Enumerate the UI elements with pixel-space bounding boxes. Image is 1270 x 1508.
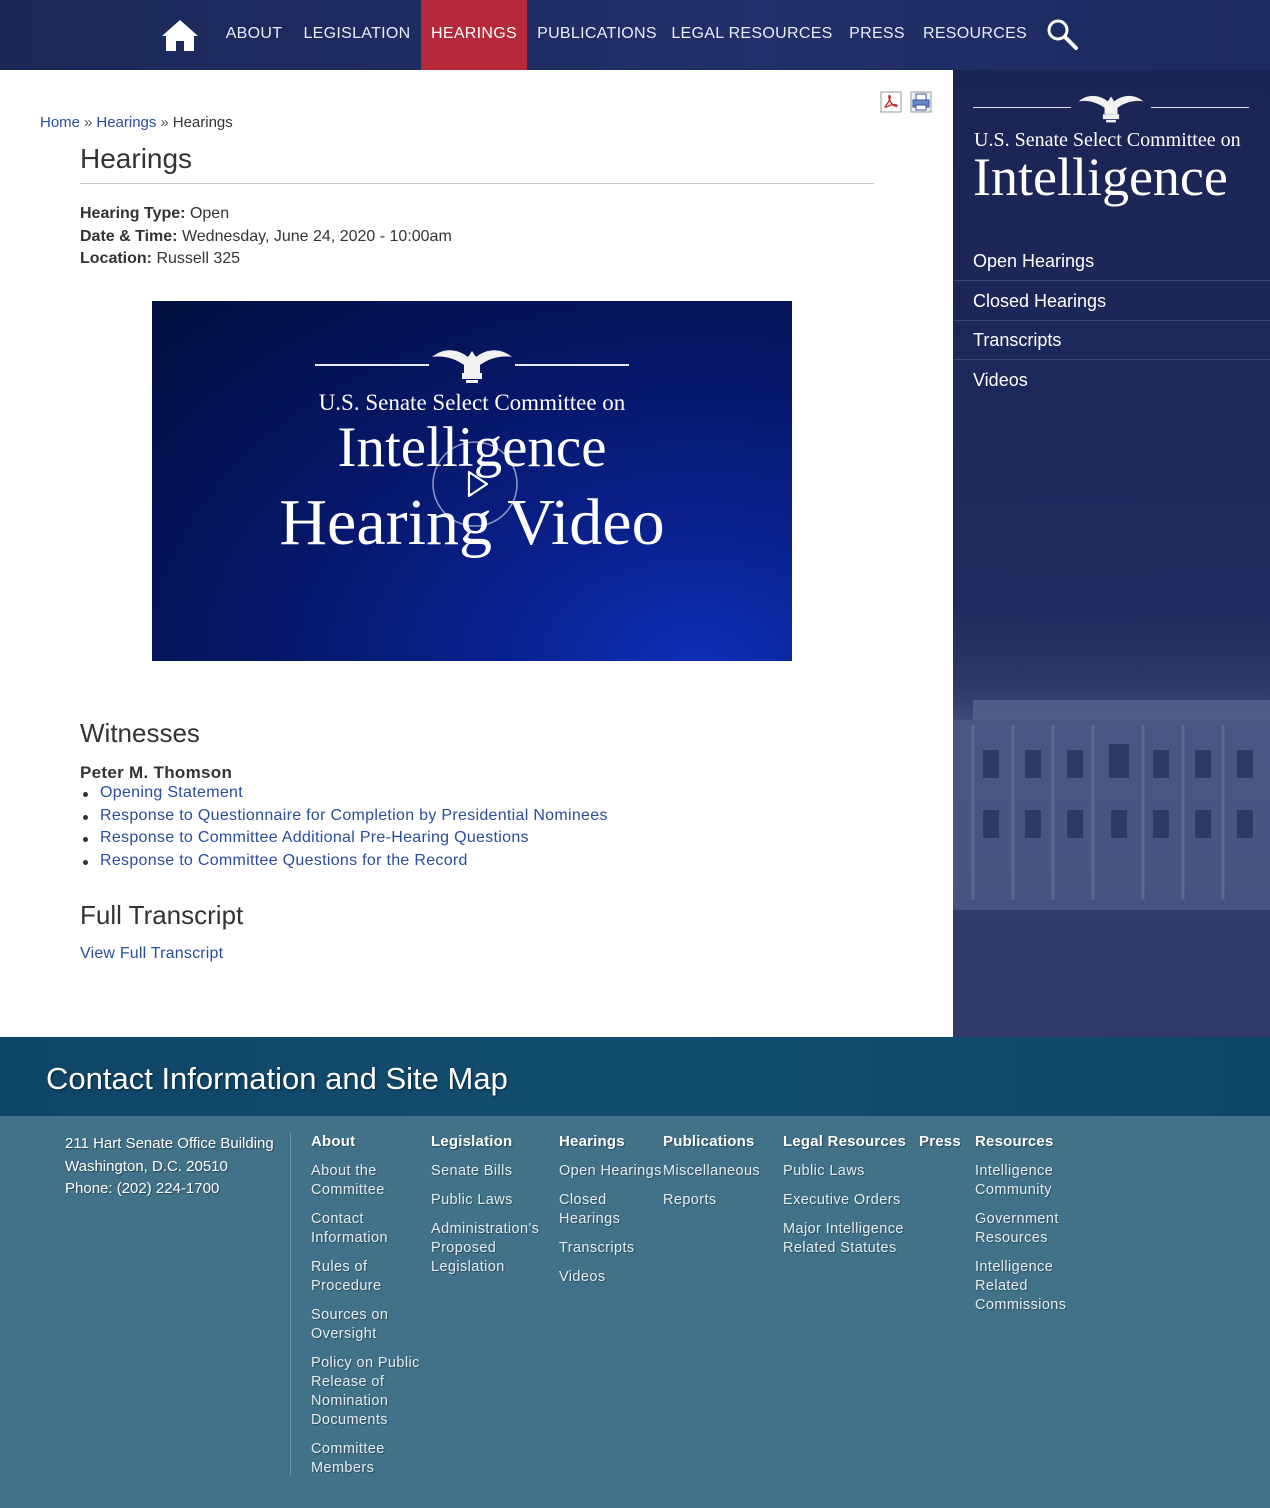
footer-header bbox=[0, 1037, 1270, 1116]
footer-heading-publications[interactable]: Publications bbox=[663, 1133, 755, 1150]
footer-heading-hearings[interactable]: Hearings bbox=[559, 1133, 625, 1150]
list-item bbox=[80, 784, 608, 807]
breadcrumb-hearings[interactable]: Hearings bbox=[96, 114, 157, 131]
sidebar-item-open-hearings[interactable]: Open Hearings bbox=[953, 241, 1270, 281]
footer-link-related-statutes[interactable]: Major Intelligence Related Statutes bbox=[783, 1221, 904, 1256]
datetime-label: Date & Time: bbox=[80, 228, 178, 245]
contact-address bbox=[65, 1133, 274, 1201]
footer-link-committee-members[interactable]: Committee Members bbox=[311, 1441, 385, 1476]
address-line: Washington, D.C. 20510 bbox=[65, 1157, 228, 1175]
nav-publications[interactable]: PUBLICATIONS bbox=[537, 25, 657, 42]
witness-documents-list bbox=[80, 784, 608, 874]
hearing-video-player[interactable] bbox=[152, 301, 792, 661]
video-subtitle: U.S. Senate Select Committee on bbox=[318, 390, 626, 415]
nav-legal-resources[interactable]: LEGAL RESOURCES bbox=[671, 25, 833, 42]
location-value: Russell 325 bbox=[156, 250, 241, 267]
logo-rule bbox=[973, 107, 1071, 108]
committee-logo-title: Intelligence bbox=[973, 147, 1228, 207]
sidebar-item-closed-hearings[interactable]: Closed Hearings bbox=[953, 281, 1270, 321]
home-icon[interactable] bbox=[160, 18, 200, 52]
video-title-line1: Intelligence bbox=[337, 416, 607, 479]
footer-heading-about[interactable]: About bbox=[311, 1133, 356, 1150]
footer-link-reports[interactable]: Reports bbox=[663, 1192, 717, 1208]
play-icon[interactable] bbox=[432, 441, 518, 527]
footer-link-rules-of-procedure[interactable]: Rules of Procedure bbox=[311, 1259, 382, 1294]
breadcrumb-separator: » bbox=[160, 114, 169, 131]
footer-link-miscellaneous[interactable]: Miscellaneous bbox=[663, 1163, 761, 1179]
footer-column-legal-resources bbox=[783, 1133, 906, 1268]
logo-rule bbox=[1151, 107, 1249, 108]
hearing-location bbox=[80, 250, 240, 268]
footer bbox=[0, 1116, 1270, 1508]
footer-link-related-commissions[interactable]: Intelligence Related Commissions bbox=[975, 1259, 1067, 1313]
breadcrumb-current: Hearings bbox=[172, 114, 233, 131]
video-logo-rule bbox=[315, 364, 429, 366]
footer-heading-resources[interactable]: Resources bbox=[975, 1133, 1054, 1150]
breadcrumb-separator: » bbox=[84, 114, 93, 131]
footer-link-intelligence-community[interactable]: Intelligence Community bbox=[975, 1163, 1054, 1198]
footer-column-about bbox=[311, 1133, 420, 1488]
print-icon[interactable] bbox=[910, 91, 932, 113]
witnesses-heading: Witnesses bbox=[80, 718, 200, 748]
footer-column-hearings bbox=[559, 1133, 662, 1297]
footer-link-nomination-documents-policy[interactable]: Policy on Public Release of Nomination Documents bbox=[311, 1355, 420, 1428]
footer-heading-legislation[interactable]: Legislation bbox=[431, 1133, 513, 1150]
witness-name: Peter M. Thomson bbox=[80, 763, 233, 782]
footer-link-open-hearings[interactable]: Open Hearings bbox=[559, 1163, 662, 1179]
eagle-seal-icon bbox=[430, 343, 514, 385]
footer-link-videos[interactable]: Videos bbox=[559, 1269, 606, 1285]
nav-hearings[interactable]: HEARINGS bbox=[421, 0, 527, 70]
sidebar-item-videos[interactable]: Videos bbox=[973, 370, 1028, 390]
list-item bbox=[80, 807, 608, 830]
hearing-type-label: Hearing Type: bbox=[80, 205, 186, 222]
opening-statement-link[interactable]: Opening Statement bbox=[100, 784, 243, 801]
nav-resources[interactable]: RESOURCES bbox=[922, 25, 1028, 42]
footer-heading-press[interactable]: Press bbox=[919, 1133, 961, 1150]
committee-logo-subtitle: U.S. Senate Select Committee on bbox=[974, 129, 1241, 151]
location-label: Location: bbox=[80, 250, 152, 267]
footer-column-legislation bbox=[431, 1133, 539, 1287]
footer-heading: Contact Information and Site Map bbox=[46, 1061, 508, 1096]
hearing-datetime bbox=[80, 228, 452, 246]
footer-link-transcripts[interactable]: Transcripts bbox=[559, 1240, 635, 1256]
questions-for-record-link[interactable]: Response to Committee Questions for the Record bbox=[100, 851, 468, 869]
sidebar bbox=[953, 70, 1270, 1037]
footer-link-executive-orders[interactable]: Executive Orders bbox=[783, 1192, 901, 1208]
page-title: Hearings bbox=[80, 143, 193, 174]
footer-heading-legal-resources[interactable]: Legal Resources bbox=[783, 1133, 907, 1150]
nav-press[interactable]: PRESS bbox=[849, 25, 905, 42]
questionnaire-link[interactable]: Response to Questionnaire for Completion by Presidential Nominees bbox=[100, 806, 608, 824]
video-logo-rule bbox=[515, 364, 629, 366]
view-full-transcript-link[interactable]: View Full Transcript bbox=[80, 945, 224, 962]
full-transcript-heading: Full Transcript bbox=[80, 900, 244, 930]
footer-link-public-laws[interactable]: Public Laws bbox=[431, 1192, 513, 1208]
hearing-type bbox=[80, 205, 229, 223]
breadcrumb-home[interactable]: Home bbox=[40, 114, 81, 131]
hearing-type-value: Open bbox=[189, 205, 230, 222]
list-item bbox=[80, 852, 608, 875]
nav-about[interactable]: ABOUT bbox=[225, 25, 283, 42]
datetime-value: Wednesday, June 24, 2020 - 10:00am bbox=[181, 228, 452, 245]
footer-link-contact-information[interactable]: Contact Information bbox=[311, 1211, 388, 1246]
search-icon[interactable] bbox=[1046, 18, 1078, 50]
eagle-seal-icon bbox=[1073, 90, 1149, 124]
video-title-line2: Hearing Video bbox=[279, 486, 665, 559]
footer-divider bbox=[290, 1132, 291, 1476]
title-divider bbox=[80, 183, 874, 184]
list-item bbox=[80, 829, 608, 852]
footer-column-resources bbox=[975, 1133, 1066, 1325]
footer-column-publications bbox=[663, 1133, 760, 1220]
phone-number: Phone: (202) 224-1700 bbox=[65, 1180, 220, 1197]
pre-hearing-questions-link[interactable]: Response to Committee Additional Pre-Hearing Questions bbox=[100, 829, 529, 846]
nav-legislation[interactable]: LEGISLATION bbox=[303, 25, 411, 42]
top-navigation bbox=[0, 0, 1270, 70]
pdf-icon[interactable] bbox=[880, 91, 902, 113]
sidebar-item-transcripts[interactable]: Transcripts bbox=[953, 320, 1270, 360]
footer-link-senate-bills[interactable]: Senate Bills bbox=[431, 1163, 513, 1179]
address-line: 211 Hart Senate Office Building bbox=[65, 1135, 274, 1152]
footer-link-about-committee[interactable]: About the Committee bbox=[311, 1163, 385, 1198]
footer-link-legal-public-laws[interactable]: Public Laws bbox=[783, 1163, 865, 1179]
footer-column-press bbox=[919, 1133, 961, 1162]
footer-link-closed-hearings[interactable]: Closed Hearings bbox=[559, 1192, 621, 1227]
footer-link-sources-on-oversight[interactable]: Sources on Oversight bbox=[311, 1307, 389, 1342]
breadcrumb bbox=[40, 114, 233, 131]
footer-link-proposed-legislation[interactable]: Administration's Proposed Legislation bbox=[431, 1221, 540, 1275]
footer-link-government-resources[interactable]: Government Resources bbox=[975, 1211, 1059, 1246]
capitol-building-image bbox=[953, 670, 1270, 1037]
